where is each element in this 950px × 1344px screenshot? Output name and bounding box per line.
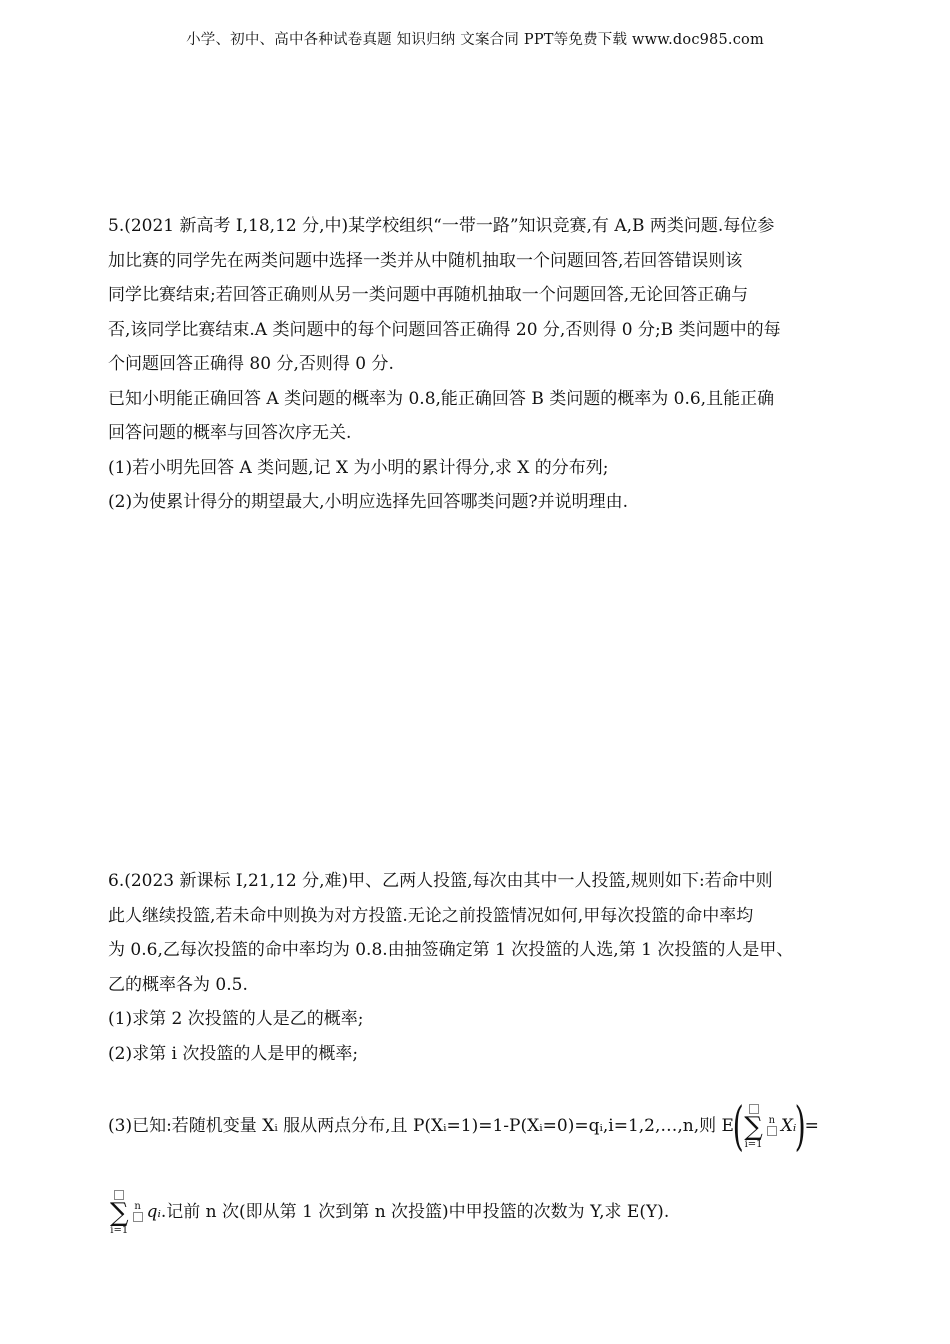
q6-line: 6.(2023 新课标 Ⅰ,21,12 分,难)甲、乙两人投篮,每次由其中一人投篮,规则如下:若命中则 <box>108 871 773 891</box>
right-paren-icon: ) <box>794 1096 807 1157</box>
sum-term: Xᵢ <box>780 1116 797 1136</box>
q6-part-3-text: (3)已知:若随机变量 Xᵢ 服从两点分布,且 P(Xᵢ=1)=1-P(Xᵢ=0)=qᵢ,i=1,2,…,n,则 E <box>108 1116 734 1136</box>
q5-line: 个问题回答正确得 80 分,否则得 0 分. <box>108 354 394 374</box>
q5-line: 已知小明能正确回答 A 类问题的概率为 0.8,能正确回答 B 类问题的概率为 0.6,且能正确 <box>108 388 775 409</box>
q5-part-2: (2)为使累计得分的期望最大,小明应选择先回答哪类问题?并说明理由. <box>108 492 629 512</box>
summation-icon: ∑ i=1 <box>110 1190 129 1236</box>
q5-line: 否,该同学比赛结束.A 类问题中的每个问题回答正确得 20 分,否则得 0 分;B 类问题中的每 <box>108 319 781 340</box>
left-paren-icon: ( <box>732 1096 744 1157</box>
sum-upper-limit: n <box>768 1115 776 1127</box>
q6-part-3-text-2: .记前 n 次(即从第 1 次到第 n 次投篮)中甲投篮的次数为 Y,求 E(Y). <box>160 1202 670 1222</box>
q6-part-2: (2)求第 i 次投篮的人是甲的概率; <box>108 1043 359 1064</box>
sum-upper-limit-group <box>131 1202 145 1223</box>
q6-part-3-line-2 <box>108 1186 669 1238</box>
equals-sign: = <box>804 1116 819 1136</box>
sum-lower-limit: i=1 <box>744 1138 763 1150</box>
page-header: 小学、初中、高中各种试卷真题 知识归纳 文案合同 PPT等免费下载 www.doc985.com <box>186 32 764 48</box>
sum-lower-limit: i=1 <box>110 1224 129 1236</box>
q6-line: 此人继续投篮,若未命中则换为对方投篮.无论之前投篮情况如何,甲每次投篮的命中率均 <box>108 905 754 926</box>
q5-line: 同学比赛结束;若回答正确则从另一类问题中再随机抽取一个问题回答,无论回答正确与 <box>108 285 749 305</box>
sum-upper-limit-group <box>765 1116 779 1137</box>
sum-term: qᵢ <box>146 1202 161 1222</box>
q6-line: 为 0.6,乙每次投篮的命中率均为 0.8.由抽签确定第 1 次投篮的人选,第 1 次投篮的人是甲、 <box>108 940 794 960</box>
q6-part-1: (1)求第 2 次投篮的人是乙的概率; <box>108 1009 364 1029</box>
summation-icon: ∑ i=1 <box>744 1104 763 1150</box>
sum-upper-limit: n <box>134 1201 141 1213</box>
question-6 <box>108 864 848 1071</box>
q5-line: 5.(2021 新高考 Ⅰ,18,12 分,中)某学校组织“一带一路”知识竞赛,有 A,B 两类问题.每位参 <box>108 216 775 236</box>
q6-line: 乙的概率各为 0.5. <box>108 974 248 995</box>
placeholder-box-icon <box>767 1126 777 1136</box>
question-5 <box>108 209 848 520</box>
q6-part-3-line-1 <box>108 1096 819 1156</box>
q5-part-1: (1)若小明先回答 A 类问题,记 X 为小明的累计得分,求 X 的分布列; <box>108 457 609 478</box>
q5-line: 加比赛的同学先在两类问题中选择一类并从中随机抽取一个问题回答,若回答错误则该 <box>108 250 743 271</box>
q5-line: 回答问题的概率与回答次序无关. <box>108 423 352 443</box>
placeholder-box-icon <box>133 1212 143 1222</box>
